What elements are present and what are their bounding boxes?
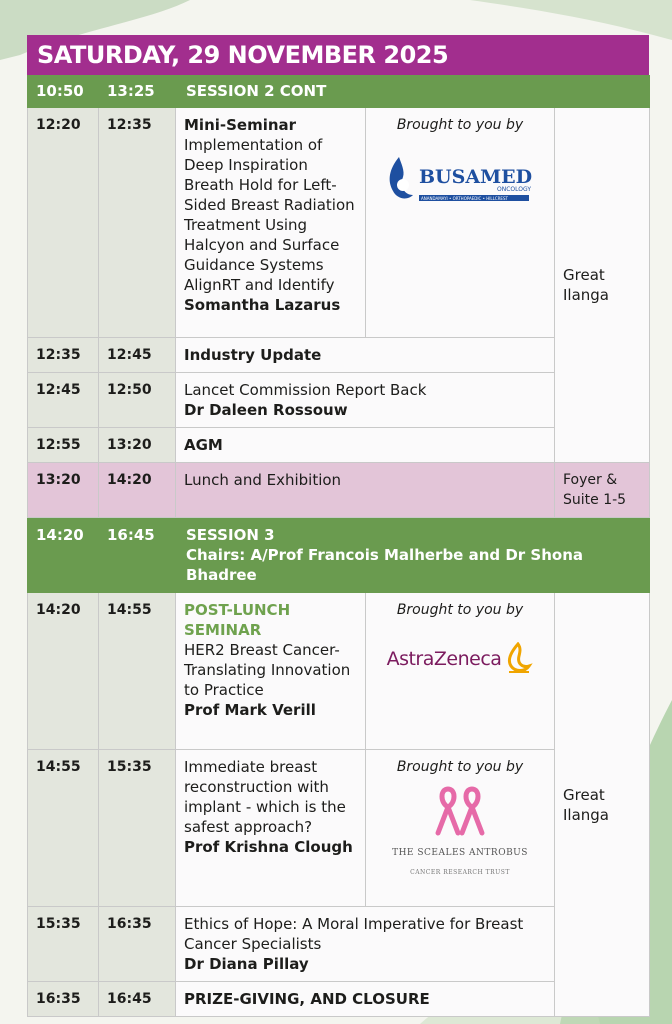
- start-time: 14:55: [28, 750, 99, 907]
- astrazeneca-swirl-icon: [503, 642, 533, 676]
- speaker: Dr Diana Pillay: [184, 955, 309, 973]
- session-topic: AGM: [176, 428, 555, 463]
- mini-seminar-row: [28, 108, 650, 338]
- sponsor-cell: [366, 108, 555, 338]
- session2-header-row: [28, 76, 650, 108]
- end-time: 14:55: [99, 593, 176, 750]
- session-chairs: Chairs: A/Prof Francois Malherbe and Dr Shona Bhadree: [186, 546, 583, 584]
- session-topic: PRIZE-GIVING, AND CLOSURE: [176, 982, 555, 1017]
- end-time: 16:45: [99, 982, 176, 1017]
- speaker: Dr Daleen Rossouw: [184, 401, 348, 419]
- session-topic: Implementation of Deep Inspiration Breath Hold for Left-Sided Breast Radiation Treatment Using Halcyon and Surface Guidance Systems AlignRT and Identify: [184, 136, 355, 294]
- page-title: SATURDAY, 29 NOVEMBER 2025: [27, 35, 649, 75]
- start-time: 12:45: [28, 373, 99, 428]
- pink-ribbon-icon: [430, 785, 490, 837]
- session-label: SESSION 3: [186, 526, 275, 544]
- end-time: 16:45: [99, 518, 176, 593]
- start-time: 12:55: [28, 428, 99, 463]
- session-topic: Immediate breast reconstruction with implant - which is the safest approach?: [184, 758, 346, 836]
- session-content: [176, 907, 555, 982]
- end-time: 14:20: [99, 463, 176, 518]
- session-label: SESSION 2 CONT: [176, 76, 650, 108]
- sceales-antrobus-logo: [374, 785, 546, 883]
- end-time: 12:45: [99, 338, 176, 373]
- session-topic: Lunch and Exhibition: [176, 463, 555, 518]
- sponsor-caption: Brought to you by: [396, 117, 524, 133]
- session-content: [176, 750, 366, 907]
- astrazeneca-logo: [374, 642, 546, 676]
- end-time: 13:25: [99, 76, 176, 108]
- sponsor-sub: ONCOLOGY: [497, 186, 531, 193]
- session-topic: Ethics of Hope: A Moral Imperative for Breast Cancer Specialists: [184, 915, 524, 953]
- post-lunch-seminar-row: [28, 593, 650, 750]
- busamed-flame-icon: [385, 153, 535, 205]
- sponsor-tagline: ANANDAMAYI • ORTHOPAEDIC • HILLCREST: [421, 196, 508, 201]
- start-time: 12:20: [28, 108, 99, 338]
- start-time: 13:20: [28, 463, 99, 518]
- session-content: [176, 373, 555, 428]
- end-time: 15:35: [99, 750, 176, 907]
- sponsor-sub: CANCER RESEARCH TRUST: [410, 869, 510, 876]
- sponsor-name: AstraZeneca: [386, 648, 502, 670]
- sponsor-cell: [366, 750, 555, 907]
- session-topic: HER2 Breast Cancer- Translating Innovation to Practice: [184, 641, 351, 699]
- session-kind: Mini-Seminar: [184, 116, 297, 134]
- start-time: 15:35: [28, 907, 99, 982]
- start-time: 12:35: [28, 338, 99, 373]
- venue-cell: Great Ilanga: [555, 593, 650, 1017]
- sponsor-caption: Brought to you by: [396, 602, 524, 618]
- session-content: [176, 593, 366, 750]
- sponsor-name: THE SCEALES ANTROBUS: [392, 848, 528, 858]
- venue-cell: Great Ilanga: [555, 108, 650, 463]
- session-topic: Lancet Commission Report Back: [184, 381, 427, 399]
- venue-cell: Foyer & Suite 1-5: [555, 463, 650, 518]
- session-topic: Industry Update: [176, 338, 555, 373]
- start-time: 16:35: [28, 982, 99, 1017]
- session3-header-row: [28, 518, 650, 593]
- speaker: Prof Krishna Clough: [184, 838, 353, 856]
- start-time: 14:20: [28, 518, 99, 593]
- lunch-row: [28, 463, 650, 518]
- end-time: 12:35: [99, 108, 176, 338]
- sponsor-cell: [366, 593, 555, 750]
- session-kind: POST-LUNCH SEMINAR: [184, 601, 291, 639]
- start-time: 10:50: [28, 76, 99, 108]
- start-time: 14:20: [28, 593, 99, 750]
- session-content: [176, 518, 650, 593]
- end-time: 13:20: [99, 428, 176, 463]
- end-time: 12:50: [99, 373, 176, 428]
- busamed-logo: [374, 153, 546, 205]
- speaker: Somantha Lazarus: [184, 296, 341, 314]
- sponsor-name: BUSAMED: [419, 166, 533, 188]
- end-time: 16:35: [99, 907, 176, 982]
- sponsor-caption: Brought to you by: [396, 759, 524, 775]
- session-content: [176, 108, 366, 338]
- program-page: [27, 35, 649, 1017]
- schedule-table: [27, 75, 650, 1017]
- speaker: Prof Mark Verill: [184, 701, 316, 719]
